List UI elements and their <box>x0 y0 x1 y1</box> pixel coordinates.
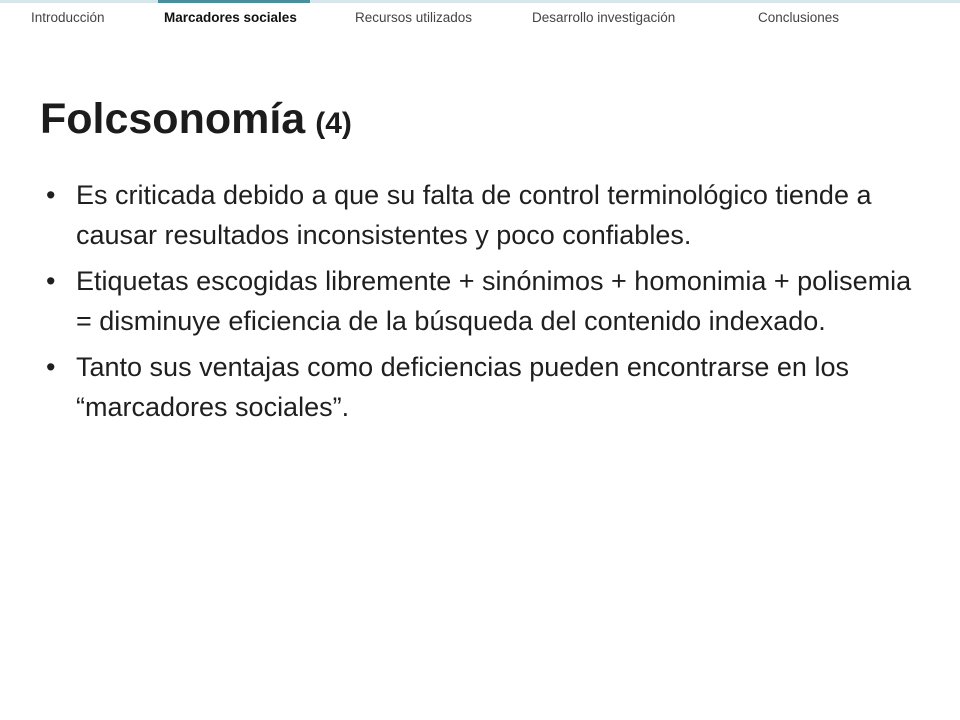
bullet-text: Etiquetas escogidas libremente + sinónimos + homonimia + polisemia = disminuye eficiencia de la búsqueda del contenido indexado. <box>76 266 912 336</box>
bullet-item <box>46 347 926 427</box>
bullet-text: Es criticada debido a que su falta de control terminológico tiende a causar resultados inconsistentes y poco confiables. <box>76 180 872 250</box>
bullet-item <box>46 175 926 255</box>
bullet-list <box>46 175 926 433</box>
nav-item-introduccion[interactable]: Introducción <box>31 10 105 25</box>
slide-title <box>40 93 352 150</box>
nav-item-desarrollo-investigacion[interactable]: Desarrollo investigación <box>532 10 676 25</box>
nav-item-recursos-utilizados[interactable]: Recursos utilizados <box>355 10 473 25</box>
slide-title-text: Folcsonomía <box>40 95 306 143</box>
section-nav-bar <box>0 0 960 36</box>
bullet-text: Tanto sus ventajas como deficiencias pueden encontrarse en los “marcadores sociales”. <box>76 352 849 422</box>
nav-active-indicator <box>158 0 310 3</box>
bullet-icon: • <box>46 180 56 210</box>
nav-item-conclusiones[interactable]: Conclusiones <box>758 10 840 25</box>
nav-top-rule <box>0 0 960 3</box>
bullet-icon: • <box>46 352 56 382</box>
bullet-item <box>46 261 926 341</box>
slide-title-number: (4) <box>315 107 352 140</box>
bullet-icon: • <box>46 266 56 296</box>
nav-item-marcadores-sociales[interactable]: Marcadores sociales <box>164 10 297 25</box>
